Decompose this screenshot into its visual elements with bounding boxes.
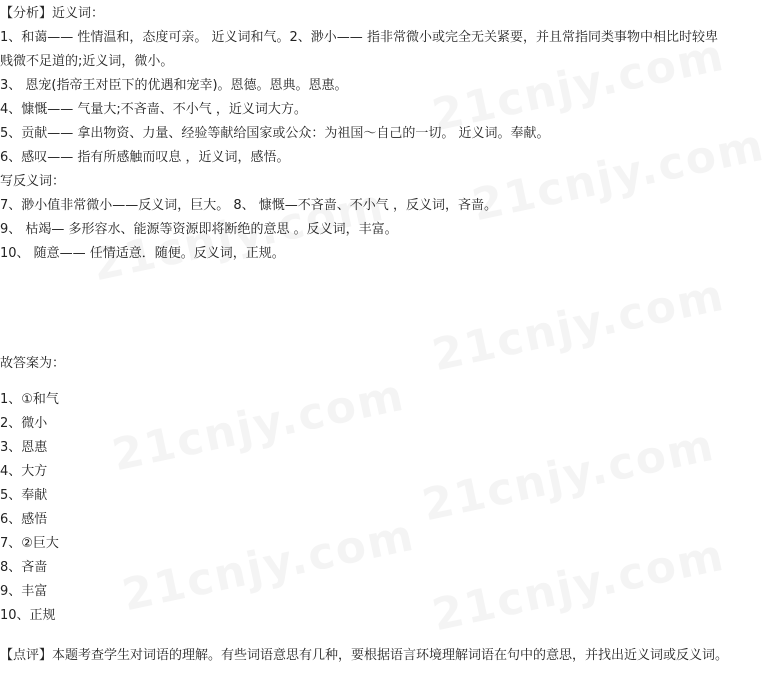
analysis-line: 3、 恩宠(指帝王对臣下的优遇和宠幸)。恩德。恩典。恩惠。 <box>0 78 348 93</box>
answer-item: 9、丰富 <box>0 584 48 599</box>
analysis-line: 贱微不足道的;近义词，微小。 <box>0 54 174 69</box>
comment-text: 【点评】本题考查学生对词语的理解。有些词语意思有几种，要根据语言环境理解词语在句中的意思，并找出近义词或反义词。 <box>0 648 729 663</box>
antonym-line: 10、 随意—— 任情适意．随便。反义词，正规。 <box>0 246 285 261</box>
answer-item: 2、微小 <box>0 416 48 431</box>
antonym-line: 7、渺小值非常微小——反义词，巨大。 8、 慷慨—不吝啬、不小气 ，反义词，吝啬。 <box>0 198 497 213</box>
answer-item: 10、正规 <box>0 608 56 623</box>
answer-item: 7、②巨大 <box>0 536 59 551</box>
analysis-header: 【分析】近义词： <box>0 6 105 21</box>
antonym-line: 9、 枯竭— 多形容水、能源等资源即将断绝的意思 。反义词，丰富。 <box>0 222 398 237</box>
analysis-line: 5、贡献—— 拿出物资、力量、经验等献给国家或公众：为祖国～自己的一切。 近义词。奉献。 <box>0 126 550 141</box>
answer-item: 4、大方 <box>0 464 48 479</box>
answer-item: 8、吝啬 <box>0 560 48 575</box>
analysis-line: 1、和蔼—— 性情温和，态度可亲。 近义词和气。2、渺小—— 指非常微小或完全无关紧要，并且常指同类事物中相比时较卑 <box>0 30 718 45</box>
analysis-line: 4、慷慨—— 气量大;不吝啬、不小气 ，近义词大方。 <box>0 102 307 117</box>
analysis-line: 6、感叹—— 指有所感触而叹息 ，近义词，感悟。 <box>0 150 290 165</box>
answer-item: 5、奉献 <box>0 488 48 503</box>
answer-item: 3、恩惠 <box>0 440 48 455</box>
answer-item: 1、①和气 <box>0 392 59 407</box>
answers-header: 故答案为： <box>0 356 66 371</box>
antonym-header: 写反义词： <box>0 174 66 189</box>
answer-item: 6、感悟 <box>0 512 48 527</box>
